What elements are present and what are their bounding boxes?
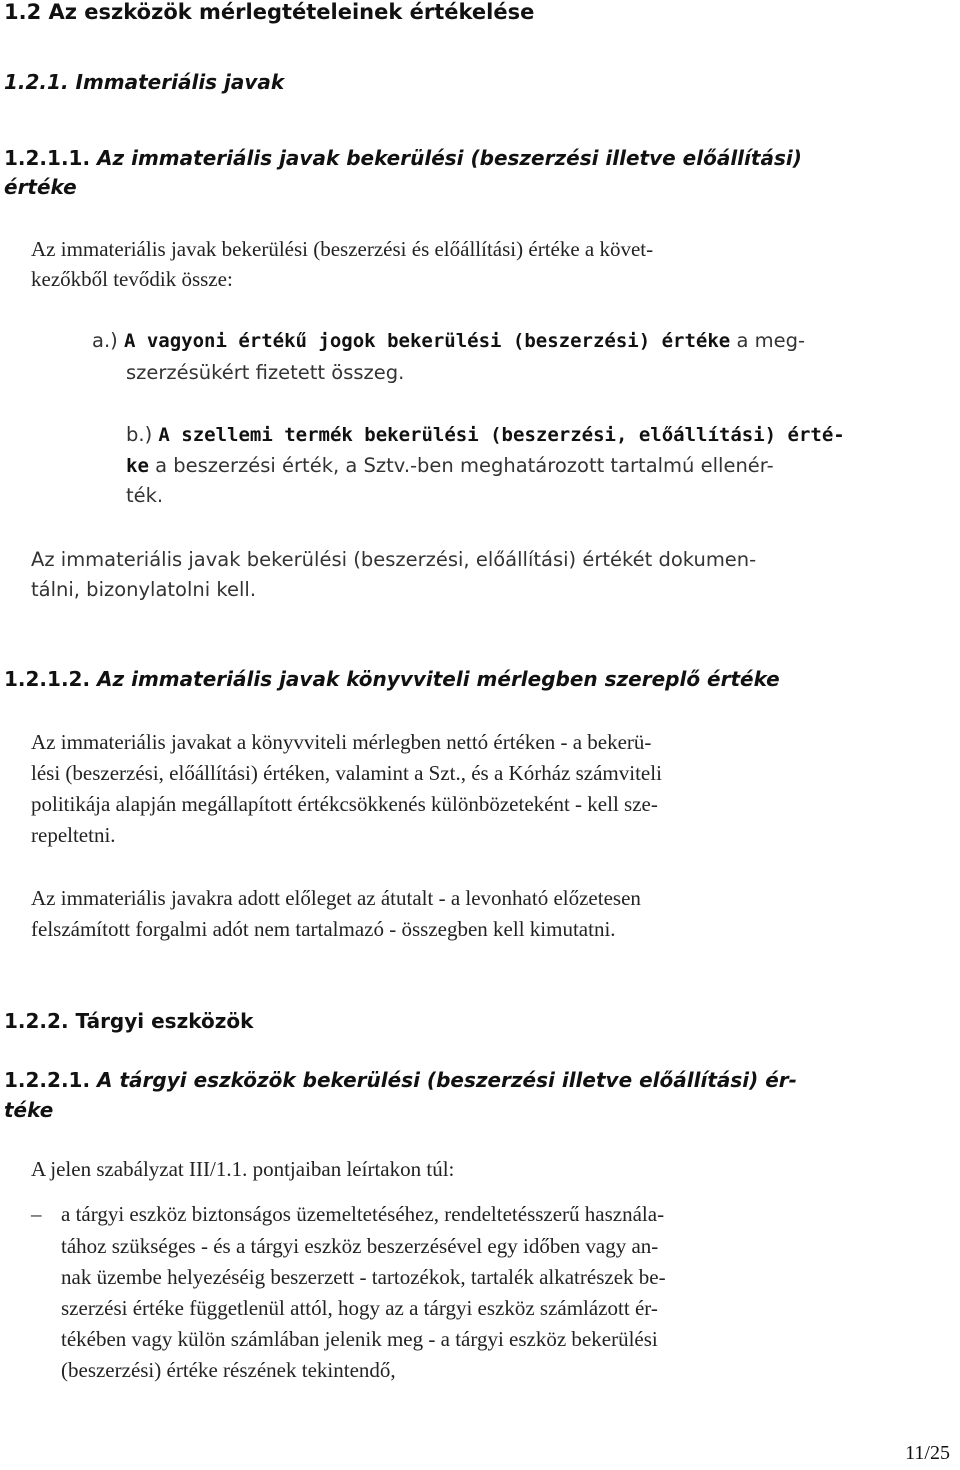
section-heading-1-2: 1.2 Az eszközök mérlegtételeinek értékelése bbox=[4, 0, 535, 24]
paragraph-line: politikája alapján megállapított értékcsökkenés különbözeteként - kell sze- bbox=[31, 792, 658, 816]
heading-text-continuation: téke bbox=[4, 1098, 54, 1122]
subsection-heading-1-2-1 bbox=[4, 67, 284, 97]
item-bold-text: A szellemi termék bekerülési (beszerzési, előállítási) érté- bbox=[158, 424, 845, 446]
heading-text: 1.2.1. Immateriális javak bbox=[4, 70, 285, 94]
page-number: 11/25 bbox=[905, 1442, 950, 1464]
subsubsection-heading-1-2-2-1 bbox=[4, 1065, 797, 1095]
heading-text-continuation: értéke bbox=[4, 175, 77, 199]
list-item-b bbox=[126, 421, 845, 449]
paragraph-line: lési (beszerzési, előállítási) értéken, valamint a Szt., és a Kórház számviteli bbox=[31, 761, 662, 785]
list-item-line: nak üzembe helyezéséig beszerzett - tartozékok, tartalék alkatrészek be- bbox=[61, 1265, 666, 1289]
paragraph-line: Az immateriális javak bekerülési (beszerzési, előállítási) értékét dokumen- bbox=[31, 548, 757, 571]
item-label: a.) bbox=[92, 329, 118, 352]
paragraph-line: tálni, bizonylatolni kell. bbox=[31, 578, 257, 601]
paragraph-line: Az immateriális javakat a könyvviteli mérlegben nettó értéken - a bekerü- bbox=[31, 730, 652, 754]
subsection-heading-1-2-2: 1.2.2. Tárgyi eszközök bbox=[4, 1009, 254, 1033]
paragraph-line: Az immateriális javakra adott előleget az átutalt - a levonható előzetesen bbox=[31, 886, 641, 910]
heading-text: Az immateriális javak könyvviteli mérlegben szereplő értéke bbox=[97, 667, 780, 691]
list-item-b-line3: ték. bbox=[126, 484, 164, 507]
heading-number: 1.2.1.2. bbox=[4, 667, 91, 691]
heading-text: Az immateriális javak bekerülési (beszerzési illetve előállítási) bbox=[97, 146, 802, 170]
paragraph-line: A jelen szabályzat III/1.1. pontjaiban leírtakon túl: bbox=[31, 1157, 455, 1181]
list-item-a bbox=[92, 327, 805, 355]
list-item-line: a tárgyi eszköz biztonságos üzemeltetéséhez, rendeltetésszerű használa- bbox=[61, 1202, 665, 1226]
heading-number: 1.2.2.1. bbox=[4, 1068, 91, 1092]
item-bold-text: ke bbox=[126, 455, 149, 477]
list-dash-bullet: – bbox=[31, 1202, 42, 1226]
paragraph-line: repeltetni. bbox=[31, 823, 116, 847]
list-item-line: tékében vagy külön számlában jelenik meg - a tárgyi eszköz bekerülési bbox=[61, 1327, 658, 1351]
list-item-line: (beszerzési) értéke részének tekintendő, bbox=[61, 1358, 396, 1382]
item-label: b.) bbox=[126, 423, 153, 446]
subsubsection-heading-1-2-1-1 bbox=[4, 143, 802, 173]
paragraph-line: felszámított forgalmi adót nem tartalmazó - összegben kell kimutatni. bbox=[31, 917, 616, 941]
heading-text: A tárgyi eszközök bekerülési (beszerzési illetve előállítási) ér- bbox=[97, 1068, 797, 1092]
item-bold-text: A vagyoni értékű jogok bekerülési (beszerzési) értéke bbox=[123, 330, 731, 352]
list-item-line: szerzési értéke függetlenül attól, hogy az a tárgyi eszköz számlázott ér- bbox=[61, 1296, 658, 1320]
item-text: a beszerzési érték, a Sztv.-ben meghatározott tartalmú ellenér- bbox=[155, 454, 774, 477]
paragraph-line: kezőkből tevődik össze: bbox=[31, 267, 233, 291]
list-item-a-continuation: szerzésükért fizetett összeg. bbox=[126, 361, 405, 384]
paragraph-line: Az immateriális javak bekerülési (beszerzési és előállítási) értéke a követ- bbox=[31, 237, 654, 261]
heading-number: 1.2.1.1. bbox=[4, 146, 91, 170]
item-text: a meg- bbox=[736, 329, 805, 352]
list-item-b-line2 bbox=[126, 452, 774, 480]
list-item-line: tához szükséges - és a tárgyi eszköz beszerzésével egy időben vagy an- bbox=[61, 1234, 659, 1258]
subsubsection-heading-1-2-1-2 bbox=[4, 664, 780, 694]
